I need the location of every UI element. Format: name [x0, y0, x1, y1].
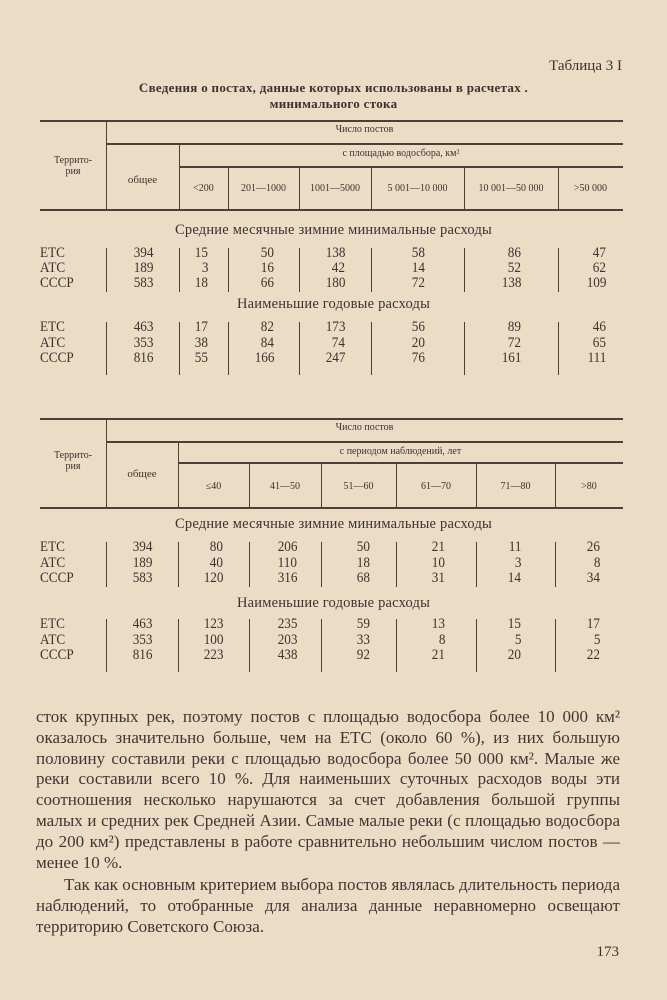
column-header: 201—1000 [241, 183, 286, 194]
header-bottom-rule [40, 209, 623, 211]
row-value: 138 [501, 275, 521, 291]
row-value: 14 [411, 260, 425, 276]
row-value: 5 [593, 632, 600, 648]
row-value: 58 [411, 245, 425, 261]
page-number: 173 [596, 944, 619, 960]
row-value: 68 [356, 570, 370, 586]
column-divider [371, 322, 372, 375]
header-total: общее [127, 174, 158, 186]
row-value: 76 [411, 350, 425, 366]
column-divider [371, 248, 372, 292]
row-value: 66 [260, 275, 274, 291]
column-divider [106, 322, 107, 375]
row-value: 5 [514, 632, 521, 648]
row-value: 33 [356, 632, 370, 648]
column-header: 51—60 [343, 481, 374, 492]
row-value: 247 [325, 350, 345, 366]
header-rule [179, 166, 623, 168]
row-value: 316 [277, 570, 297, 586]
column-divider [558, 322, 559, 375]
row-value: 438 [277, 647, 297, 663]
row-total: 353 [132, 632, 152, 648]
paragraph: Так как основным критерием выбора постов являлась длительность периода наблюдений, то отобранные для анализа данные неравномерно освещают территорию Советского Союза. [36, 875, 620, 936]
column-divider [464, 248, 465, 292]
table-title-line2: минимального стока [269, 96, 398, 111]
row-value: 10 [431, 555, 445, 571]
row-value: 173 [325, 319, 345, 335]
table-top-rule [40, 418, 623, 420]
row-value: 3 [201, 260, 208, 276]
row-total: 583 [132, 570, 152, 586]
column-divider [106, 248, 107, 292]
column-divider [299, 322, 300, 375]
row-value: 17 [194, 319, 208, 335]
row-value: 100 [203, 632, 223, 648]
column-divider [106, 619, 107, 672]
row-total: 394 [133, 245, 153, 261]
row-value: 72 [507, 335, 521, 351]
column-divider [476, 542, 477, 587]
row-total: 463 [132, 616, 152, 632]
row-value: 92 [356, 647, 370, 663]
row-value: 52 [507, 260, 521, 276]
column-header: 5 001—10 000 [387, 183, 448, 194]
column-header: >80 [581, 481, 597, 492]
row-value: 109 [586, 275, 606, 291]
row-value: 47 [592, 245, 606, 261]
column-header: 10 001—50 000 [478, 183, 544, 194]
row-value: 40 [209, 555, 223, 571]
row-value: 34 [586, 570, 600, 586]
row-value: 235 [277, 616, 297, 632]
row-total: 816 [133, 350, 153, 366]
header-rule [178, 462, 623, 464]
column-divider [228, 248, 229, 292]
row-territory: АТС [40, 555, 66, 571]
row-value: 203 [277, 632, 297, 648]
header-group: Число постов [335, 422, 394, 433]
row-territory: АТС [40, 260, 66, 276]
section-title: Средние месячные зимние минимальные расходы [175, 516, 492, 532]
row-value: 123 [203, 616, 223, 632]
header-rule [106, 143, 623, 145]
row-value: 22 [586, 647, 600, 663]
row-value: 42 [331, 260, 345, 276]
header-subgroup: с периодом наблюдений, лет [339, 446, 462, 457]
row-total: 394 [132, 539, 152, 555]
column-header: ≤40 [205, 481, 222, 492]
row-value: 206 [277, 539, 297, 555]
row-value: 14 [507, 570, 521, 586]
column-divider [179, 248, 180, 292]
row-value: 74 [331, 335, 345, 351]
row-value: 18 [356, 555, 370, 571]
row-value: 20 [507, 647, 521, 663]
row-value: 3 [514, 555, 521, 571]
section-title: Средние месячные зимние минимальные расходы [175, 222, 492, 238]
row-value: 20 [411, 335, 425, 351]
row-value: 72 [411, 275, 425, 291]
header-rule [106, 441, 623, 443]
row-total: 353 [133, 335, 153, 351]
row-value: 56 [411, 319, 425, 335]
row-value: 50 [260, 245, 274, 261]
header-territory: Террито- рия [53, 155, 93, 177]
header-total: общее [127, 468, 157, 480]
row-value: 62 [592, 260, 606, 276]
column-divider [558, 248, 559, 292]
header-subgroup: с площадью водосбора, км² [342, 148, 460, 159]
column-header: 61—70 [421, 481, 451, 492]
row-total: 583 [133, 275, 153, 291]
header-group: Число постов [335, 124, 394, 135]
row-value: 65 [592, 335, 606, 351]
column-header: 1001—5000 [310, 183, 360, 194]
row-value: 26 [586, 539, 600, 555]
row-territory: СССР [40, 275, 74, 291]
column-header: >50 000 [573, 183, 608, 194]
row-territory: ЕТС [40, 539, 65, 555]
column-divider [464, 322, 465, 375]
column-header: <200 [193, 183, 214, 194]
row-value: 180 [325, 275, 345, 291]
row-total: 189 [133, 260, 153, 276]
row-value: 89 [507, 319, 521, 335]
header-territory: Террито- рия [53, 450, 93, 472]
row-total: 816 [132, 647, 152, 663]
table-top-rule [40, 120, 623, 122]
row-value: 15 [194, 245, 208, 261]
table-title-line1: Сведения о постах, данные которых использованы в расчетах . [138, 80, 529, 95]
column-divider [106, 542, 107, 587]
table-label: Таблица 3 I [549, 58, 622, 74]
row-territory: АТС [40, 335, 66, 351]
header-bottom-rule [40, 507, 623, 509]
row-value: 50 [356, 539, 370, 555]
row-territory: СССР [40, 570, 74, 586]
row-value: 8 [438, 632, 445, 648]
row-value: 166 [254, 350, 274, 366]
row-value: 111 [587, 350, 606, 366]
row-value: 21 [431, 647, 445, 663]
column-header: 71—80 [500, 481, 531, 492]
row-value: 15 [507, 616, 521, 632]
column-divider [178, 619, 179, 672]
row-value: 13 [431, 616, 445, 632]
column-divider [178, 542, 179, 587]
column-divider [228, 322, 229, 375]
row-value: 86 [507, 245, 521, 261]
row-value: 82 [260, 319, 274, 335]
row-territory: ЕТС [40, 319, 65, 335]
column-header: 41—50 [270, 481, 300, 492]
row-value: 8 [593, 555, 600, 571]
column-divider [396, 619, 397, 672]
column-divider [396, 542, 397, 587]
section-title: Наименьшие годовые расходы [236, 296, 431, 312]
row-value: 46 [592, 319, 606, 335]
row-territory: ЕТС [40, 616, 65, 632]
paragraph: сток крупных рек, поэтому постов с площадью водосбора более 10 000 км² оказалось значительно больше, чем на ЕТС (около 60 %), из них большую половину составили реки с площадью водосбора более 50 000 км². Малые же реки составили всего 10 %. Для наименьших суточных расходов воды эти соотношения несколько нарушаются за счет добавления большой группы малых и средних рек Средней Азии. Самые малые реки (с площадью водосбора до 200 км²) представлены в работе сравнительно небольшим числом постов — менее 10 %. [36, 707, 620, 872]
row-value: 38 [194, 335, 208, 351]
column-divider [476, 619, 477, 672]
row-total: 189 [132, 555, 152, 571]
row-territory: СССР [40, 350, 74, 366]
column-divider [555, 542, 556, 587]
body-text [36, 707, 620, 938]
row-territory: СССР [40, 647, 74, 663]
row-value: 31 [431, 570, 445, 586]
section-title: Наименьшие годовые расходы [236, 595, 431, 611]
row-value: 55 [194, 350, 208, 366]
column-divider [321, 619, 322, 672]
row-value: 120 [203, 570, 223, 586]
row-value: 161 [501, 350, 521, 366]
row-value: 16 [260, 260, 274, 276]
row-value: 11 [508, 539, 521, 555]
row-value: 59 [356, 616, 370, 632]
row-territory: ЕТС [40, 245, 65, 261]
column-divider [555, 619, 556, 672]
row-value: 80 [209, 539, 223, 555]
row-value: 223 [203, 647, 223, 663]
row-value: 110 [277, 555, 297, 571]
row-value: 18 [194, 275, 208, 291]
column-divider [321, 542, 322, 587]
column-divider [249, 542, 250, 587]
row-value: 17 [586, 616, 600, 632]
row-value: 84 [260, 335, 274, 351]
row-value: 21 [431, 539, 445, 555]
column-divider [249, 619, 250, 672]
column-divider [179, 322, 180, 375]
column-divider [299, 248, 300, 292]
row-value: 138 [325, 245, 345, 261]
row-total: 463 [133, 319, 153, 335]
row-territory: АТС [40, 632, 66, 648]
